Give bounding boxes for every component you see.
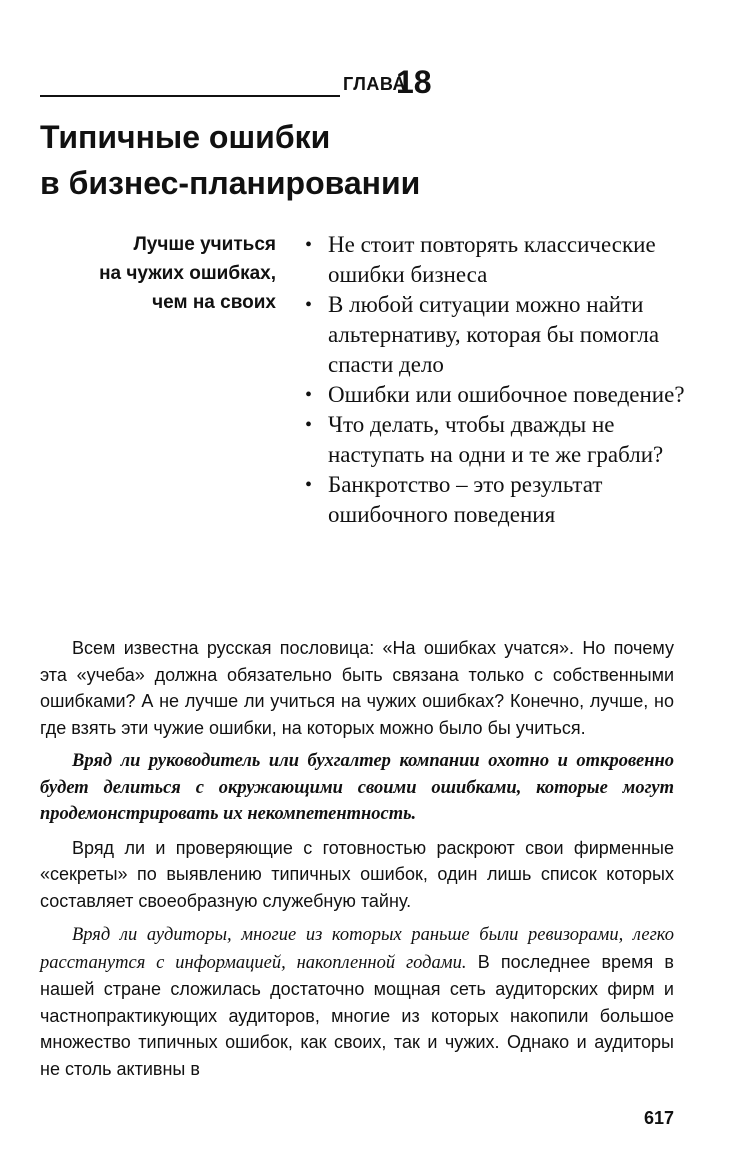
epigraph [40,230,276,317]
chapter-label: ГЛАВА [343,74,406,94]
list-item-text: Банкротство – это результат ошибочного поведения [328,472,603,527]
list-item-text: Ошибки или ошибочное поведение? [328,382,685,407]
list-item [300,230,690,290]
list-item-text: В любой ситуации можно найти альтернативу, которая бы помогла спасти дело [328,292,660,377]
list-item [300,380,690,410]
list-item [300,410,690,470]
bullet-icon: • [305,294,313,316]
chapter-title [40,114,680,206]
chapter-rule [40,95,340,97]
epigraph-line-2: на чужих ошибках, [99,263,276,284]
list-item [300,290,690,380]
paragraph-2-emphasis: Вряд ли руководитель или бухгалтер компании охотно и откровенно будет делиться с окружающими своими ошибками, которые могут продемонстрировать их некомпетентность. [40,751,674,824]
chapter-title-line-1: Типичные ошибки [40,119,331,155]
list-item-text: Что делать, чтобы дважды не наступать на одни и те же грабли? [328,412,664,467]
chapter-header [40,62,440,106]
bullet-icon: • [305,414,313,436]
bullet-icon: • [305,474,313,496]
list-item-text: Не стоит повторять классические ошибки бизнеса [328,232,656,287]
paragraph-1: Всем известна русская пословица: «На ошибках учатся». Но почему эта «учеба» должна обязательно быть связана только с собственными ошибками? А не лучше ли учиться на чужих ошибках? Конечно, лучше, но где взять эти чужие ошибки, на которых можно было бы учиться. [40,638,674,738]
list-item [300,470,690,530]
paragraph-4-text: В последнее время в нашей стране сложилась достаточно мощная сеть аудиторских фирм и частнопрактикующих аудиторов, многие из которых накопили большое множество типичных ошибок, как своих, так и чужих. Однако и аудиторы не столь активны в [40,951,674,1079]
chapter-title-line-2: в бизнес-планировании [40,165,421,201]
page-number: 617 [643,1108,674,1128]
body-text [40,635,674,1089]
chapter-summary-list [300,230,690,530]
paragraph-4 [40,921,674,1082]
bullet-icon: • [305,384,313,406]
bullet-icon: • [305,234,313,256]
paragraph-3: Вряд ли и проверяющие с готовностью раскроют свои фирменные «секреты» по выявлению типичных ошибок, один лишь список которых составляет своеобразную служебную тайну. [40,837,674,911]
epigraph-line-1: Лучше учиться [133,234,276,255]
paragraph-4-italic-lead: Вряд ли аудиторы, многие из которых раньше были ревизорами, легко расстанутся с информацией, накопленной годами. [40,925,674,973]
epigraph-line-3: чем на своих [152,292,276,313]
chapter-number: 18 [396,64,432,100]
